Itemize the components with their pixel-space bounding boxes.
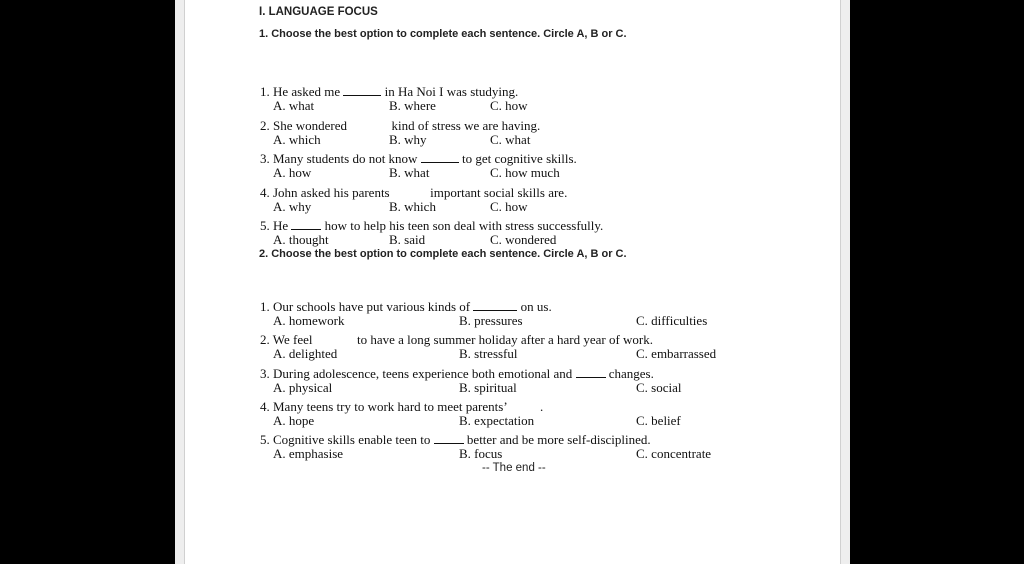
s1-q2-option-a: A. which — [273, 132, 321, 147]
s2-q5-option-b: B. focus — [459, 446, 503, 461]
s2-q4-option-c: C. belief — [636, 413, 681, 428]
s1-q2-text: 2. She wondered kind of stress we are having. — [260, 118, 541, 133]
document-footer: -- The end -- — [482, 462, 546, 474]
s2-q5-option-a: A. emphasise — [273, 446, 344, 461]
answer-blank — [291, 219, 321, 230]
answer-blank — [421, 152, 459, 163]
s1-q1-text: 1. He asked me in Ha Noi I was studying. — [260, 84, 519, 99]
s2-q1-option-c: C. difficulties — [636, 313, 708, 328]
s1-q3-option-b: B. what — [389, 165, 430, 180]
s2-q3-option-b: B. spiritual — [459, 380, 517, 395]
page-right-edge — [840, 0, 850, 564]
answer-blank — [576, 367, 606, 378]
s1-q1-option-b: B. where — [389, 98, 436, 113]
s1-q3-option-c: C. how much — [490, 165, 560, 180]
s2-q4-option-b: B. expectation — [459, 413, 535, 428]
s1-q2-option-c: C. what — [490, 132, 531, 147]
s2-q4-option-a: A. hope — [273, 413, 315, 428]
s1-q5-option-b: B. said — [389, 232, 426, 247]
s1-q5-option-c: C. wondered — [490, 232, 557, 247]
section-title: I. LANGUAGE FOCUS — [259, 6, 378, 18]
answer-blank — [473, 300, 517, 311]
s2-q1-text: 1. Our schools have put various kinds of on us. — [260, 299, 552, 314]
s2-q1-option-a: A. homework — [273, 313, 345, 328]
s1-q4-option-a: A. why — [273, 199, 312, 214]
s1-q4-text: 4. John asked his parents important social skills are. — [260, 185, 568, 200]
s1-q5-option-a: A. thought — [273, 232, 329, 247]
s2-q5-text: 5. Cognitive skills enable teen to better and be more self-disciplined. — [260, 432, 651, 447]
s2-q1-option-b: B. pressures — [459, 313, 523, 328]
s1-q2-option-b: B. why — [389, 132, 427, 147]
s2-q2-option-b: B. stressful — [459, 346, 518, 361]
s2-q2-text: 2. We feel to have a long summer holiday after a hard year of work. — [260, 332, 654, 347]
s2-q2-option-a: A. delighted — [273, 346, 338, 361]
answer-blank — [343, 85, 381, 96]
s2-q3-option-c: C. social — [636, 380, 682, 395]
s2-q3-option-a: A. physical — [273, 380, 333, 395]
answer-blank — [434, 433, 464, 444]
document-page — [175, 0, 850, 564]
s2-q5-option-c: C. concentrate — [636, 446, 712, 461]
s1-q3-text: 3. Many students do not know to get cognitive skills. — [260, 151, 577, 166]
s1-q1-option-c: C. how — [490, 98, 528, 113]
s1-q4-option-b: B. which — [389, 199, 436, 214]
page-left-edge — [175, 0, 185, 564]
s1-q4-option-c: C. how — [490, 199, 528, 214]
s2-q3-text: 3. During adolescence, teens experience both emotional and changes. — [260, 366, 654, 381]
s2-q2-option-c: C. embarrassed — [636, 346, 717, 361]
section-1-instruction: 1. Choose the best option to complete each sentence. Circle A, B or C. — [259, 28, 627, 40]
s1-q3-option-a: A. how — [273, 165, 312, 180]
s2-q4-text: 4. Many teens try to work hard to meet parents’ . — [260, 399, 544, 414]
s1-q5-text: 5. He how to help his teen son deal with stress successfully. — [260, 218, 604, 233]
s1-q1-option-a: A. what — [273, 98, 315, 113]
section-2-instruction: 2. Choose the best option to complete each sentence. Circle A, B or C. — [259, 248, 627, 260]
